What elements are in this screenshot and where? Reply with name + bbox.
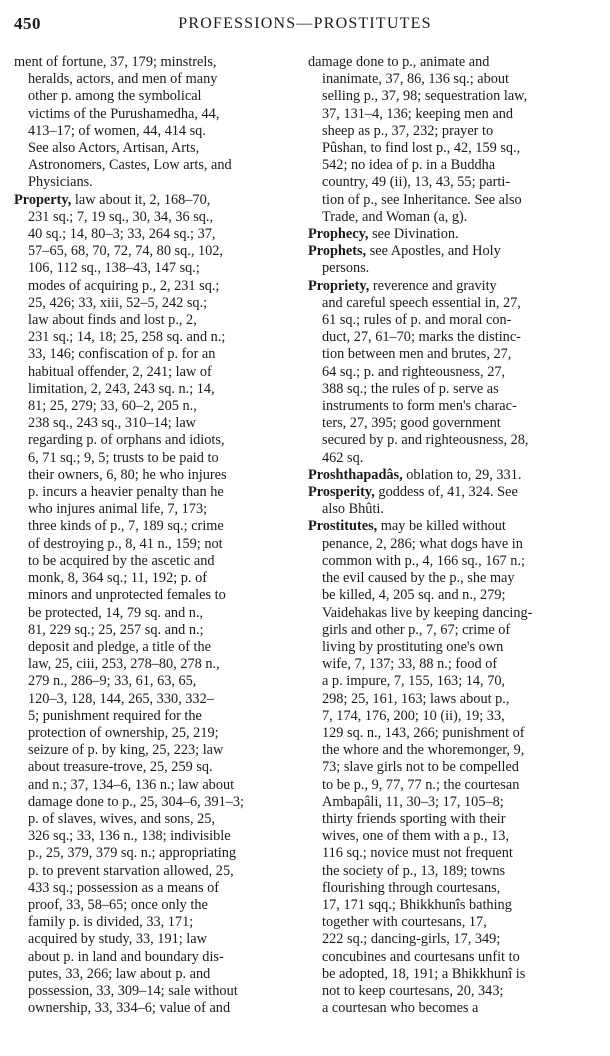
entry-text: goddess of, 41, 324. See also Bhûti.	[322, 484, 518, 518]
index-entry-prostitutes	[308, 518, 590, 1017]
entry-text: reverence and gravity and careful speech essential in, 27, 61 sq.; rules of p. and moral con- duct, 27, 61–70; marks the distinc- tion between men and brutes, 27, 64 sq.; p. and righteousness, 27, 388 sq.; the rules of p. serve as instruments to form men's charac- ters, 27, 395; good government secured by p. and righteousness, 28, 462 sq.	[322, 277, 529, 466]
entry-text: damage done to p., animate and inanimate, 37, 86, 136 sq.; about selling p., 37, 98; sequestration law, 37, 131–4, 136; keeping men and sheep as p., 37, 232; prayer to Pûshan, to find lost p., 42, 159 sq., 542; no idea of p. in a Buddha country, 49 (ii), 13, 43, 55; parti- tion of p., see Inheritance. See also Trade, and Woman (a, g).	[308, 54, 528, 225]
entry-headword: Prosperity,	[308, 484, 375, 501]
entry-text: ment of fortune, 37, 179; minstrels, heralds, actors, and men of many other p. among the symbolical victims of the Purushamedha, 44, 413–17; of women, 44, 414 sq. See also Actors, Artisan, Arts, Astronomers, Castes, Low arts, and Physicians.	[14, 54, 232, 191]
index-entry-prosperity	[308, 484, 590, 518]
index-entry-continuation	[308, 54, 590, 226]
entry-headword: Prophecy,	[308, 226, 369, 243]
index-entry-proshthapadas	[308, 467, 590, 484]
entry-text: see Divination.	[368, 226, 459, 243]
page-number: 450	[14, 14, 41, 33]
entry-headword: Prostitutes,	[308, 518, 378, 535]
index-entry-continuation	[14, 54, 296, 192]
entry-headword: Property,	[14, 191, 72, 208]
running-title: PROFESSIONS—PROSTITUTES	[178, 15, 432, 32]
entry-headword: Prophets,	[308, 243, 367, 260]
entry-headword: Proshthapadâs,	[308, 466, 403, 483]
left-column	[14, 54, 296, 1044]
index-entry-propriety	[308, 278, 590, 467]
entry-text: may be killed without penance, 2, 286; what dogs have in common with p., 4, 166 sq., 167 n.; the evil caused by the p., she may be killed, 4, 205 sq. and n., 279; Vaidehakas live by keeping dancing- girls and other p., 7, 67; crime of living by prostituting one's own wife, 7, 137; 33, 88 n.; food of a p. impure, 7, 155, 163; 14, 70, 298; 25, 161, 163; laws about p., 7, 174, 176, 200; 10 (ii), 19; 33, 129 sq. n., 143, 266; punishment of the whore and the whoremonger, 9, 73; slave girls not to be compelled to be p., 9, 77, 77 n.; the courtesan Ambapâli, 11, 30–3; 17, 105–8; thirty friends sporting with their wives, one of them with a p., 13, 116 sq.; novice must not frequent the society of p., 13, 189; towns flourishing through courtesans, 17, 171 sqq.; Bhikkhunîs bathing together with courtesans, 17, 222 sq.; dancing-girls, 17, 349; concubines and courtesans unfit to be adopted, 18, 191; a Bhikkhunî is not to keep courtesans, 20, 343; a courtesan who becomes a	[322, 518, 533, 1017]
entry-text: see Apostles, and Holy persons.	[322, 243, 501, 277]
right-column	[308, 54, 590, 1044]
entry-headword: Propriety,	[308, 277, 370, 294]
index-entry-property	[14, 192, 296, 1018]
page-header	[14, 14, 596, 38]
entry-text: oblation to, 29, 331.	[402, 466, 522, 483]
index-entry-prophecy	[308, 226, 590, 243]
entry-text: law about it, 2, 168–70, 231 sq.; 7, 19 sq., 30, 34, 36 sq., 40 sq.; 14, 80–3; 33, 264 sq.; 37, 57–65, 68, 70, 72, 74, 80 sq., 102, 106, 112 sq., 138–43, 147 sq.; modes of acquiring p., 2, 231 sq.; 25, 426; 33, xiii, 52–5, 242 sq.; law about finds and lost p., 2, 231 sq.; 14, 18; 25, 258 sq. and n.; 33, 146; confiscation of p. for an habitual offender, 2, 241; law of limitation, 2, 243, 243 sq. n.; 14, 81; 25, 279; 33, 60–2, 205 n., 238 sq., 243 sq., 310–14; law regarding p. of orphans and idiots, 6, 71 sq.; 9, 5; trusts to be paid to their owners, 6, 80; he who injures p. incurs a heavier penalty than he who injures animal life, 7, 173; three kinds of p., 7, 189 sq.; crime of destroying p., 8, 41 n., 159; not to be acquired by the ascetic and monk, 8, 364 sq.; 11, 192; p. of minors and unprotected females to be protected, 14, 79 sq. and n., 81, 229 sq.; 25, 257 sq. and n.; deposit and pledge, a title of the law, 25, ciii, 253, 278–80, 278 n., 279 n., 286–9; 33, 61, 63, 65, 120–3, 128, 144, 265, 330, 332– 5; punishment required for the protection of ownership, 25, 219; seizure of p. by king, 25, 223; law about treasure-trove, 25, 259 sq. and n.; 37, 134–6, 136 n.; law about damage done to p., 25, 304–6, 391–3; p. of slaves, wives, and sons, 25, 326 sq.; 33, 136 n., 138; indivisible p., 25, 379, 379 sq. n.; appropriating p. to prevent starvation allowed, 25, 433 sq.; possession as a means of proof, 33, 58–65; once only the family p. is divided, 33, 171; acquired by study, 33, 191; law about p. in land and boundary dis- putes, 33, 266; law about p. and possession, 33, 309–14; sale without ownership, 33, 334–6; value of and	[28, 191, 245, 1017]
index-entry-prophets	[308, 243, 590, 277]
